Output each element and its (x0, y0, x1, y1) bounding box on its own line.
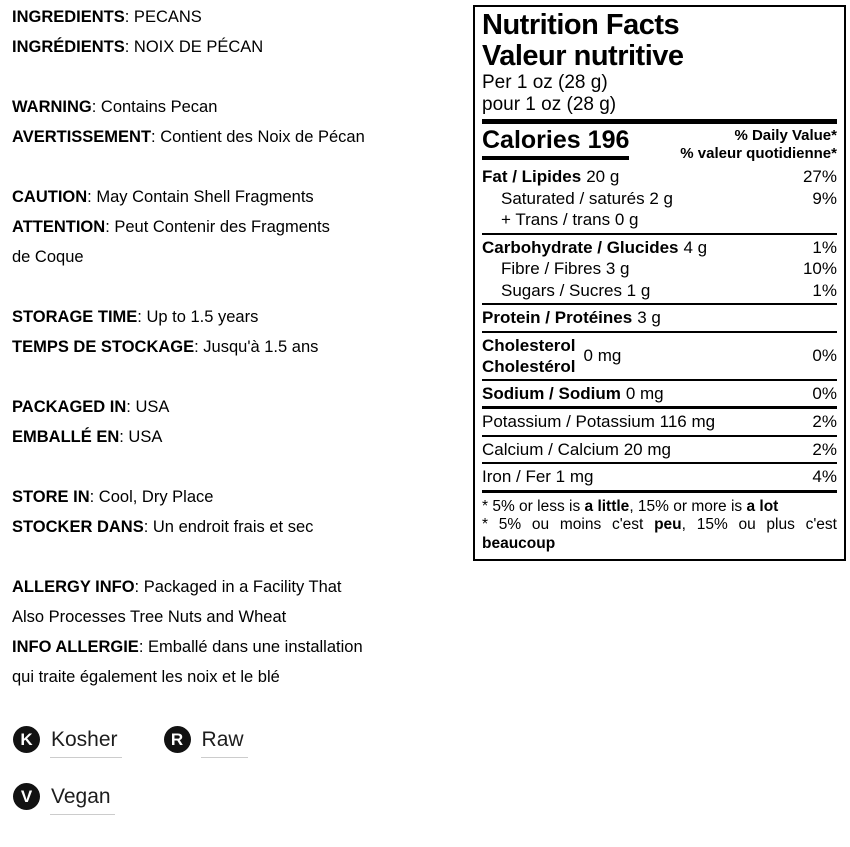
daily-value-fr: % valeur quotidienne* (680, 145, 837, 162)
nutrition-title-en: Nutrition Facts (482, 9, 680, 41)
protein-amount: 3 g (637, 308, 661, 327)
nutrition-title-fr: Valeur nutritive (482, 40, 684, 72)
certification-badges (13, 726, 290, 840)
kosher-badge[interactable] (13, 726, 122, 758)
ingredients-fr-text: : NOIX DE PÉCAN (124, 38, 264, 56)
nutrient-row-cholesterol (482, 335, 837, 377)
iron-text: Iron / Fer 1 mg (482, 467, 594, 486)
vegan-label[interactable]: Vegan (50, 783, 115, 815)
cholesterol-percent: 0% (812, 346, 837, 365)
store-in-en-label: STORE IN (12, 488, 90, 506)
nutrient-row-potassium (482, 411, 837, 433)
storage-time-section (12, 302, 470, 362)
ingredients-fr (12, 32, 470, 62)
storage-time-fr-label: TEMPS DE STOCKAGE (12, 338, 195, 356)
nutrient-row-calcium (482, 439, 837, 461)
divider (482, 379, 837, 381)
carbohydrate-amount: 4 g (683, 237, 708, 257)
ingredients-en-label: INGREDIENTS (12, 8, 125, 26)
allergy-fr-text: : Emballé dans une installation (138, 638, 363, 656)
caution-en-text: : May Contain Shell Fragments (87, 188, 314, 206)
divider (482, 462, 837, 464)
ingredients-en-text: : PECANS (124, 8, 202, 26)
warning-fr-label: AVERTISSEMENT (12, 128, 152, 146)
divider (482, 233, 837, 235)
thick-divider (482, 119, 837, 124)
sodium-percent: 0% (812, 383, 837, 403)
caution-en (12, 182, 470, 212)
calories-row (482, 126, 837, 163)
raw-icon: R (164, 726, 191, 753)
nutrient-row-carbohydrate (482, 237, 837, 259)
packaged-in-en-text: : USA (126, 398, 170, 416)
warning-en-text: : Contains Pecan (91, 98, 218, 116)
caution-fr-line2: de Coque (12, 248, 84, 266)
protein-name: Protein / Protéines (482, 308, 633, 327)
product-details-column (12, 2, 470, 722)
allergy-fr-line2: qui traite également les noix et le blé (12, 668, 280, 686)
nutrient-row-sodium (482, 383, 837, 405)
serving-size-en: Per 1 oz (28 g) (482, 72, 608, 93)
vegan-icon: V (13, 783, 40, 810)
storage-time-en-label: STORAGE TIME (12, 308, 138, 326)
badge-row-1 (13, 726, 290, 758)
ingredients-fr-label: INGRÉDIENTS (12, 38, 125, 56)
divider (482, 303, 837, 305)
raw-badge[interactable] (164, 726, 248, 758)
calories-label: Calories (482, 126, 581, 154)
store-in-fr-text: : Un endroit frais et sec (143, 518, 314, 536)
footnote (482, 495, 837, 554)
packaged-in-en-label: PACKAGED IN (12, 398, 127, 416)
calcium-percent: 2% (812, 439, 837, 459)
divider-thick (482, 490, 837, 493)
fat-amount: 20 g (586, 167, 620, 186)
potassium-text: Potassium / Potassium 116 mg (482, 412, 716, 431)
store-in-fr (12, 512, 470, 542)
nutrient-row-sugars (482, 280, 837, 302)
ingredients-en (12, 2, 470, 32)
packaged-in-fr-text: : USA (119, 428, 163, 446)
store-in-en (12, 482, 470, 512)
allergy-en (12, 572, 470, 602)
kosher-label[interactable]: Kosher (50, 726, 122, 758)
allergy-en-text: : Packaged in a Facility That (134, 578, 342, 596)
calories-value: 196 (587, 126, 630, 154)
footnote-en: * 5% or less is a little, 15% or more is a lot (482, 497, 779, 515)
store-in-section (12, 482, 470, 542)
allergy-fr-label: INFO ALLERGIE (12, 638, 139, 656)
footnote-fr: * 5% ou moins c'est peu, 15% ou plus c'est beaucoup (482, 516, 837, 552)
fibre-percent: 10% (802, 259, 837, 278)
sodium-amount: 0 mg (625, 383, 664, 403)
packaged-in-section (12, 392, 470, 452)
warning-fr-text: : Contient des Noix de Pécan (151, 128, 365, 146)
nutrient-row-protein (482, 307, 837, 329)
daily-value-header (680, 126, 837, 163)
fat-name: Fat / Lipides (482, 167, 582, 186)
caution-fr (12, 212, 470, 242)
caution-fr-label: ATTENTION (12, 218, 106, 236)
carbohydrate-percent: 1% (812, 237, 837, 257)
serving-size-fr: pour 1 oz (28 g) (482, 94, 617, 115)
caution-fr-text: : Peut Contenir des Fragments (105, 218, 330, 236)
sugars-percent: 1% (812, 280, 837, 300)
potassium-percent: 2% (812, 412, 837, 431)
nutrient-row-saturated (482, 188, 837, 210)
badge-row-2 (13, 783, 290, 815)
allergy-section (12, 572, 470, 692)
cholesterol-name-fr: Cholestérol (482, 356, 576, 376)
packaged-in-fr (12, 422, 470, 452)
storage-time-fr (12, 332, 470, 362)
trans-text: + Trans / trans 0 g (501, 210, 639, 229)
packaged-in-fr-label: EMBALLÉ EN (12, 428, 120, 446)
calories (482, 126, 629, 160)
kosher-icon: K (13, 726, 40, 753)
daily-value-en: % Daily Value* (734, 127, 837, 144)
allergy-en-label: ALLERGY INFO (12, 578, 135, 596)
saturated-text: Saturated / saturés 2 g (501, 188, 673, 208)
cholesterol-amount: 0 mg (583, 346, 622, 365)
warning-en (12, 92, 470, 122)
raw-label[interactable]: Raw (201, 726, 248, 758)
caution-en-label: CAUTION (12, 188, 88, 206)
storage-time-fr-text: : Jusqu'à 1.5 ans (194, 338, 319, 356)
divider-thick (482, 406, 837, 409)
iron-percent: 4% (812, 467, 837, 486)
sugars-text: Sugars / Sucres 1 g (501, 280, 651, 300)
store-in-en-text: : Cool, Dry Place (89, 488, 214, 506)
allergy-en-line2: Also Processes Tree Nuts and Wheat (12, 608, 287, 626)
store-in-fr-label: STOCKER DANS (12, 518, 144, 536)
sodium-name: Sodium / Sodium (482, 383, 621, 403)
warning-en-label: WARNING (12, 98, 92, 116)
vegan-badge[interactable] (13, 783, 115, 815)
carbohydrate-name: Carbohydrate / Glucides (482, 237, 679, 257)
ingredients-section (12, 2, 470, 62)
cholesterol-name-en: Cholesterol (482, 335, 576, 355)
divider (482, 435, 837, 437)
saturated-percent: 9% (812, 188, 837, 208)
warning-section (12, 92, 470, 152)
nutrition-facts-label (473, 5, 846, 561)
nutrient-row-fibre (482, 258, 837, 280)
nutrient-row-iron (482, 466, 837, 488)
packaged-in-en (12, 392, 470, 422)
calcium-text: Calcium / Calcium 20 mg (482, 439, 671, 459)
allergy-fr (12, 632, 470, 662)
caution-section (12, 182, 470, 272)
divider (482, 331, 837, 333)
storage-time-en-text: : Up to 1.5 years (137, 308, 259, 326)
warning-fr (12, 122, 470, 152)
nutrient-row-fat (482, 166, 837, 188)
fat-percent: 27% (802, 167, 837, 186)
storage-time-en (12, 302, 470, 332)
fibre-text: Fibre / Fibres 3 g (501, 259, 630, 278)
nutrient-row-trans (482, 209, 837, 231)
